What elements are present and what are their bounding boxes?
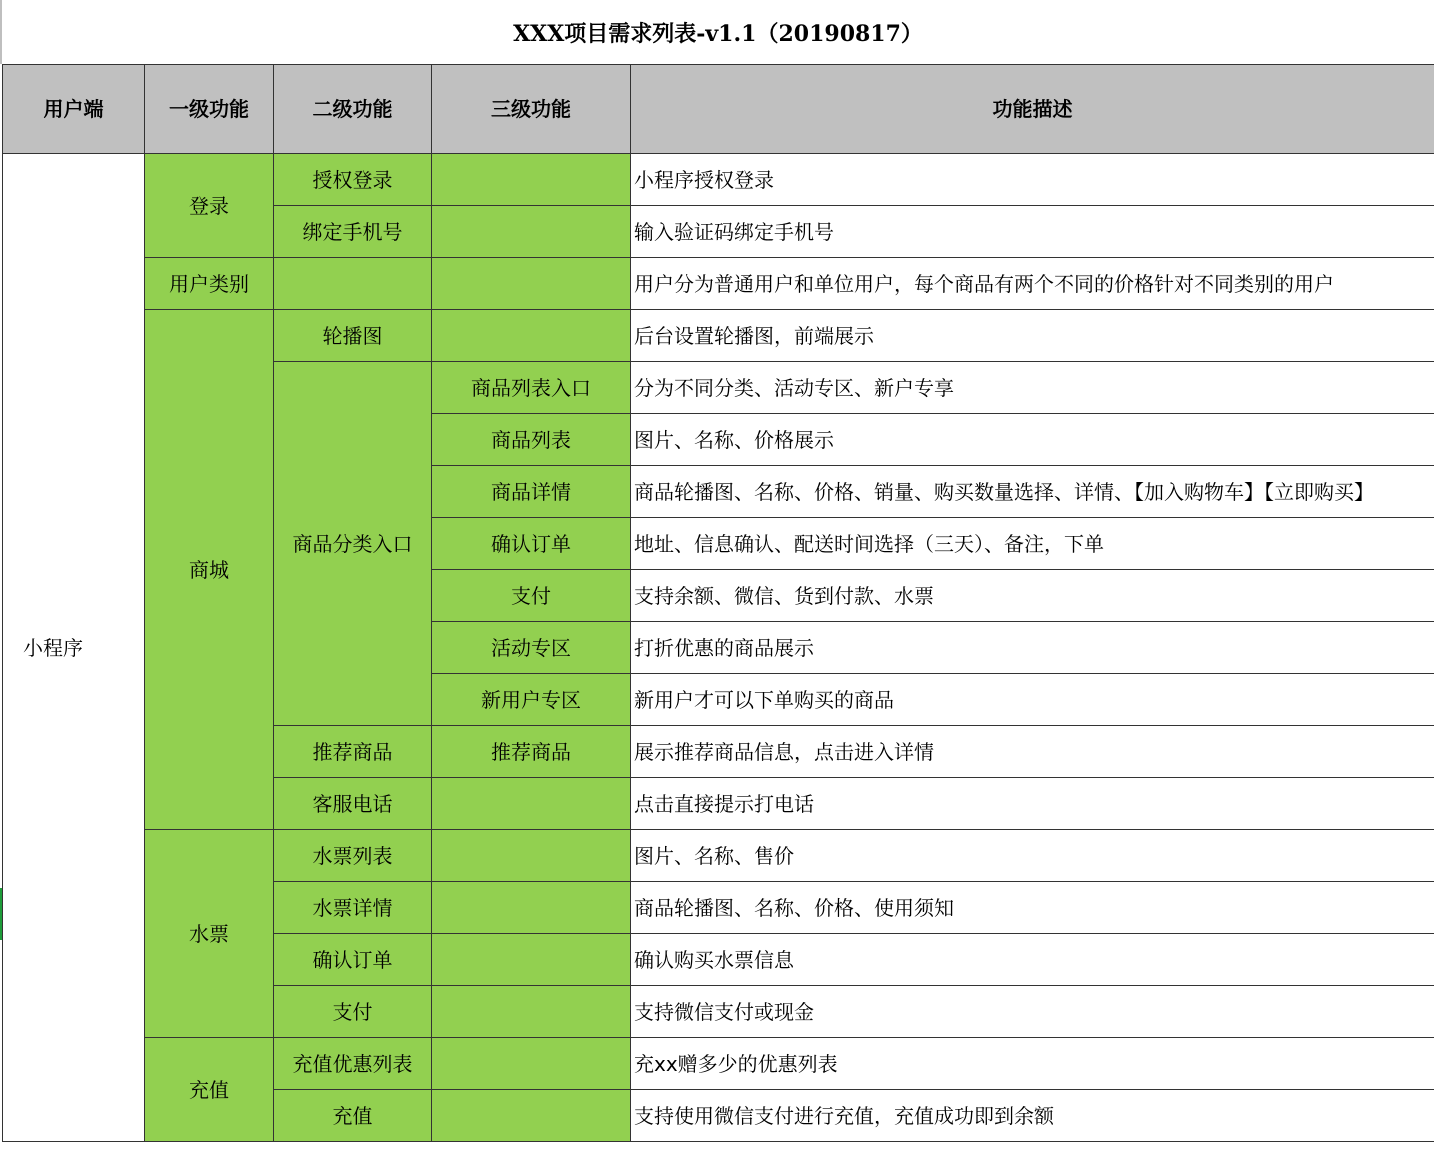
cell-level3-empty[interactable]	[432, 986, 631, 1038]
cell-level3-empty[interactable]	[432, 206, 631, 258]
cell-level2[interactable]: 水票详情	[274, 882, 432, 934]
cell-description[interactable]: 新用户才可以下单购买的商品	[631, 674, 1434, 726]
cell-description[interactable]: 分为不同分类、活动专区、新户专享	[631, 362, 1434, 414]
header-level3[interactable]: 三级功能	[432, 65, 631, 154]
cell-level3-empty[interactable]	[432, 310, 631, 362]
cell-level3-empty[interactable]	[432, 778, 631, 830]
sheet-title: XXX项目需求列表-v1.1（20190817）	[0, 0, 1434, 64]
cell-description[interactable]: 商品轮播图、名称、价格、使用须知	[631, 882, 1434, 934]
cell-level2[interactable]: 支付	[274, 986, 432, 1038]
cell-level2[interactable]: 水票列表	[274, 830, 432, 882]
cell-level1-mall[interactable]: 商城	[145, 310, 274, 830]
requirements-table	[2, 64, 1434, 1142]
cell-description[interactable]: 支持使用微信支付进行充值，充值成功即到余额	[631, 1090, 1434, 1142]
cell-level3-empty[interactable]	[432, 934, 631, 986]
cell-description[interactable]: 展示推荐商品信息，点击进入详情	[631, 726, 1434, 778]
cell-level2-empty[interactable]	[274, 258, 432, 310]
cell-level2[interactable]: 客服电话	[274, 778, 432, 830]
header-level2[interactable]: 二级功能	[274, 65, 432, 154]
table-row	[3, 1038, 1434, 1090]
header-description[interactable]: 功能描述	[631, 65, 1434, 154]
cell-level2-category-entry[interactable]: 商品分类入口	[274, 362, 432, 726]
cell-level3[interactable]: 商品详情	[432, 466, 631, 518]
cell-level3-empty[interactable]	[432, 1038, 631, 1090]
cell-description[interactable]: 后台设置轮播图，前端展示	[631, 310, 1434, 362]
cell-description[interactable]: 充xx赠多少的优惠列表	[631, 1038, 1434, 1090]
cell-description[interactable]: 打折优惠的商品展示	[631, 622, 1434, 674]
table-row	[3, 258, 1434, 310]
cell-level2[interactable]: 确认订单	[274, 934, 432, 986]
cell-level3[interactable]: 推荐商品	[432, 726, 631, 778]
table-row	[3, 310, 1434, 362]
table-row	[3, 154, 1434, 206]
header-level1[interactable]: 一级功能	[145, 65, 274, 154]
cell-description[interactable]: 图片、名称、售价	[631, 830, 1434, 882]
cell-description[interactable]: 支持余额、微信、货到付款、水票	[631, 570, 1434, 622]
cell-level3[interactable]: 确认订单	[432, 518, 631, 570]
cell-description[interactable]: 商品轮播图、名称、价格、销量、购买数量选择、详情、【加入购物车】【立即购买】	[631, 466, 1434, 518]
cell-level2[interactable]: 充值	[274, 1090, 432, 1142]
cell-level2[interactable]: 轮播图	[274, 310, 432, 362]
header-row	[3, 65, 1434, 154]
cell-level3[interactable]: 活动专区	[432, 622, 631, 674]
cell-level2[interactable]: 充值优惠列表	[274, 1038, 432, 1090]
cell-description[interactable]: 点击直接提示打电话	[631, 778, 1434, 830]
cell-level2[interactable]: 推荐商品	[274, 726, 432, 778]
cell-level3-empty[interactable]	[432, 1090, 631, 1142]
cell-level2[interactable]: 授权登录	[274, 154, 432, 206]
cell-level1-recharge[interactable]: 充值	[145, 1038, 274, 1142]
cell-description[interactable]: 小程序授权登录	[631, 154, 1434, 206]
header-user-client[interactable]: 用户端	[3, 65, 145, 154]
cell-level2[interactable]: 绑定手机号	[274, 206, 432, 258]
cell-description[interactable]: 图片、名称、价格展示	[631, 414, 1434, 466]
cell-description[interactable]: 支持微信支付或现金	[631, 986, 1434, 1038]
cell-level1-water-ticket[interactable]: 水票	[145, 830, 274, 1038]
cell-level3[interactable]: 支付	[432, 570, 631, 622]
cell-level3-empty[interactable]	[432, 154, 631, 206]
table-row	[3, 830, 1434, 882]
cell-description[interactable]: 地址、信息确认、配送时间选择（三天）、备注，下单	[631, 518, 1434, 570]
cell-level3[interactable]: 商品列表入口	[432, 362, 631, 414]
cell-level3[interactable]: 新用户专区	[432, 674, 631, 726]
cell-level1-login[interactable]: 登录	[145, 154, 274, 258]
cell-level3-empty[interactable]	[432, 258, 631, 310]
cell-level1-user-type[interactable]: 用户类别	[145, 258, 274, 310]
cell-level3-empty[interactable]	[432, 830, 631, 882]
cell-description[interactable]: 确认购买水票信息	[631, 934, 1434, 986]
cell-user-client[interactable]: 小程序	[3, 154, 145, 1142]
cell-level3[interactable]: 商品列表	[432, 414, 631, 466]
cell-description[interactable]: 用户分为普通用户和单位用户，每个商品有两个不同的价格针对不同类别的用户	[631, 258, 1434, 310]
cell-description[interactable]: 输入验证码绑定手机号	[631, 206, 1434, 258]
cell-level3-empty[interactable]	[432, 882, 631, 934]
